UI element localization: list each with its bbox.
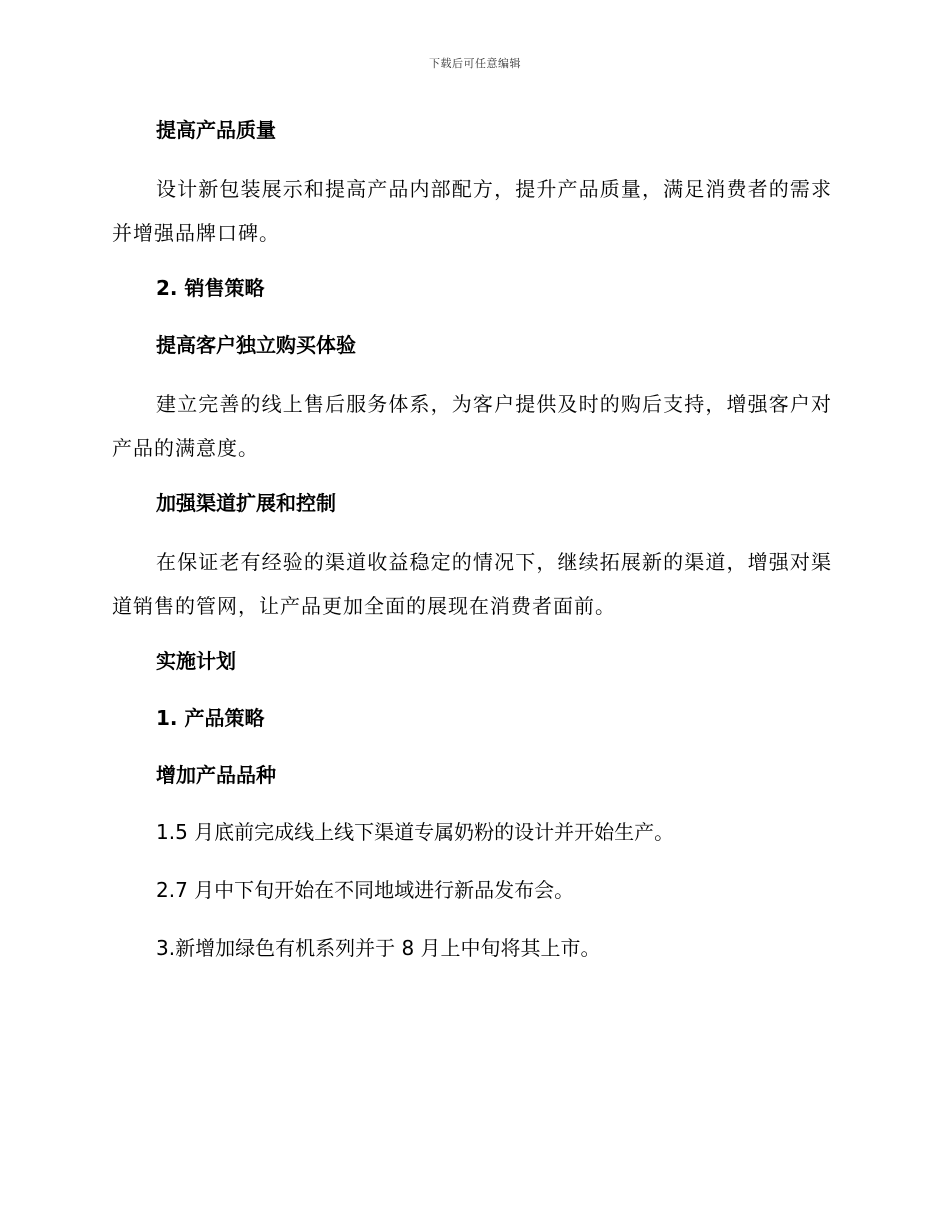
section-heading-customer-experience: 提高客户独立购买体验 — [156, 333, 356, 357]
paragraph-quality: 设计新包装展示和提高产品内部配方，提升产品质量，满足消费者的需求并增强品牌口碑。 — [112, 177, 832, 245]
document-body — [112, 110, 832, 986]
section-heading-product-strategy: 1. 产品策略 — [156, 706, 265, 730]
page-header: 下载后可任意编辑 — [429, 57, 521, 70]
section-heading-quality: 提高产品质量 — [156, 118, 276, 142]
section-heading-product-varieties: 增加产品品种 — [156, 763, 276, 787]
list-item: 2.7 月中下旬开始在不同地域进行新品发布会。 — [156, 878, 575, 902]
list-item: 1.5 月底前完成线上线下渠道专属奶粉的设计并开始生产。 — [156, 820, 675, 844]
paragraph-customer-experience: 建立完善的线上售后服务体系，为客户提供及时的购后支持，增强客户对产品的满意度。 — [112, 392, 832, 460]
section-heading-sales-strategy: 2. 销售策略 — [156, 276, 265, 300]
paragraph-channel-expansion: 在保证老有经验的渠道收益稳定的情况下，继续拓展新的渠道，增强对渠道销售的管网，让产品更加全面的展现在消费者面前。 — [112, 550, 832, 618]
section-heading-channel-expansion: 加强渠道扩展和控制 — [156, 491, 336, 515]
section-heading-implementation-plan: 实施计划 — [156, 649, 236, 673]
list-item: 3.新增加绿色有机系列并于 8 月上中旬将其上市。 — [156, 936, 601, 960]
